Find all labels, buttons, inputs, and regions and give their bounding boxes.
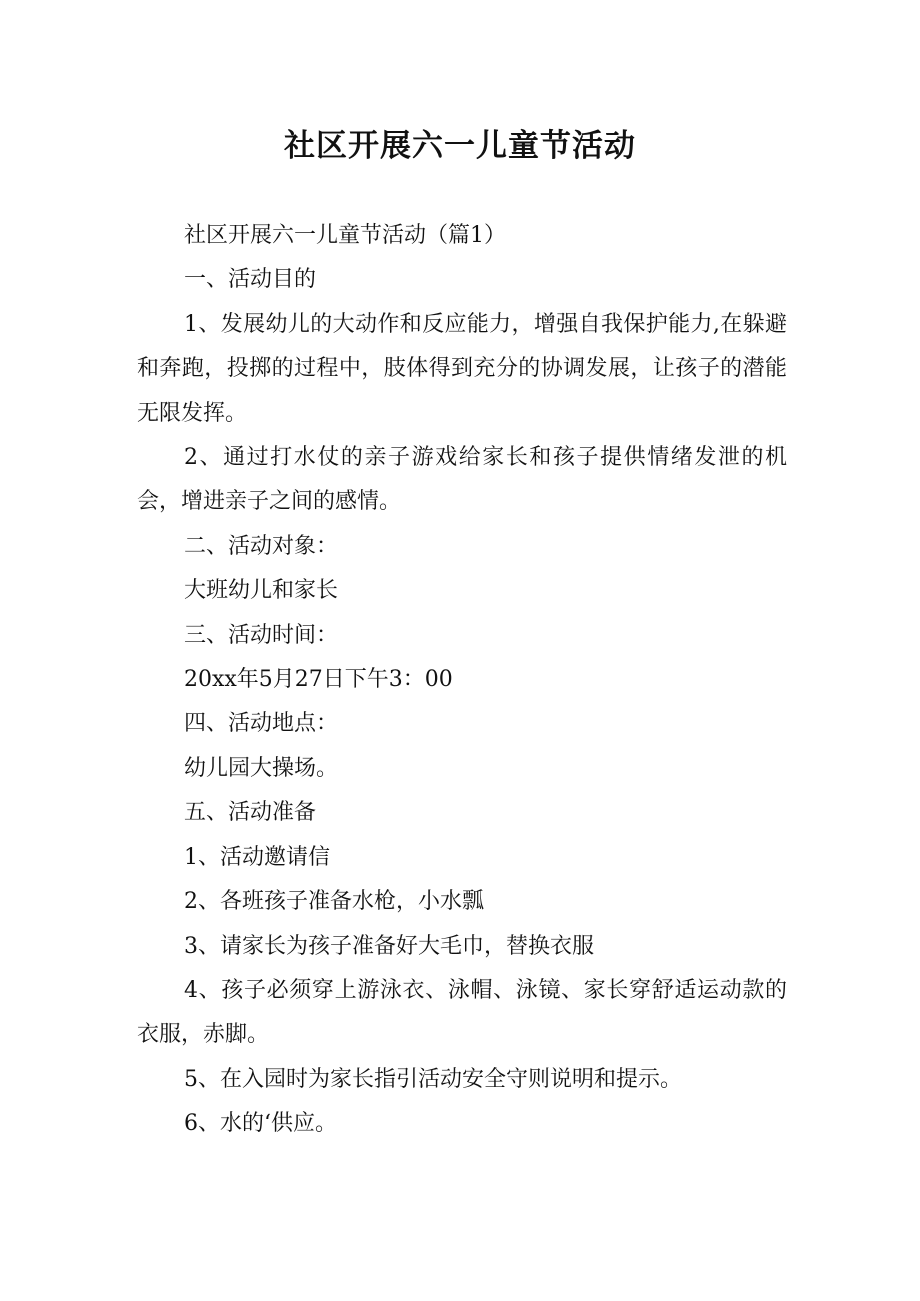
paragraph-goal-2: 2、通过打水仗的亲子游戏给家长和孩子提供情绪发泄的机会，增进亲子之间的感情。 — [137, 445, 787, 515]
document-title: 社区开展六一儿童节活动 — [284, 128, 636, 164]
paragraph-prep-3: 3、请家长为孩子准备好大毛巾，替换衣服 — [184, 933, 594, 959]
paragraph-prep-1: 1、活动邀请信 — [184, 844, 330, 870]
paragraph-prep-5: 5、在入园时为家长指引活动安全守则说明和提示。 — [184, 1066, 682, 1092]
paragraph-prep-2: 2、各班孩子准备水枪，小水瓢 — [184, 889, 484, 915]
paragraph-prep-4: 4、孩子必须穿上游泳衣、泳帽、泳镜、家长穿舒适运动款的衣服，赤脚。 — [137, 977, 787, 1048]
section-heading-location: 四、活动地点： — [184, 711, 339, 737]
section-heading-preparation: 五、活动准备 — [184, 800, 317, 826]
paragraph-time: 20xx年5月27日下午3：00 — [184, 667, 453, 693]
section-heading-goals: 一、活动目的 — [184, 267, 317, 293]
document-body — [137, 214, 787, 1147]
paragraph-location: 幼儿园大操场。 — [184, 755, 339, 781]
section-heading-time: 三、活动时间： — [184, 622, 339, 648]
paragraph-goal-1: 1、发展幼儿的大动作和反应能力，增强自我保护能力,在躲避和奔跑，投掷的过程中，肢体得到充分的协调发展，让孩子的潜能无限发挥。 — [137, 311, 787, 426]
section-heading-participants: 二、活动对象： — [184, 533, 339, 559]
paragraph-participants: 大班幼儿和家长 — [184, 578, 339, 604]
paragraph-subtitle: 社区开展六一儿童节活动（篇1） — [184, 223, 506, 248]
paragraph-prep-6: 6、水的‘供应。 — [184, 1111, 337, 1137]
